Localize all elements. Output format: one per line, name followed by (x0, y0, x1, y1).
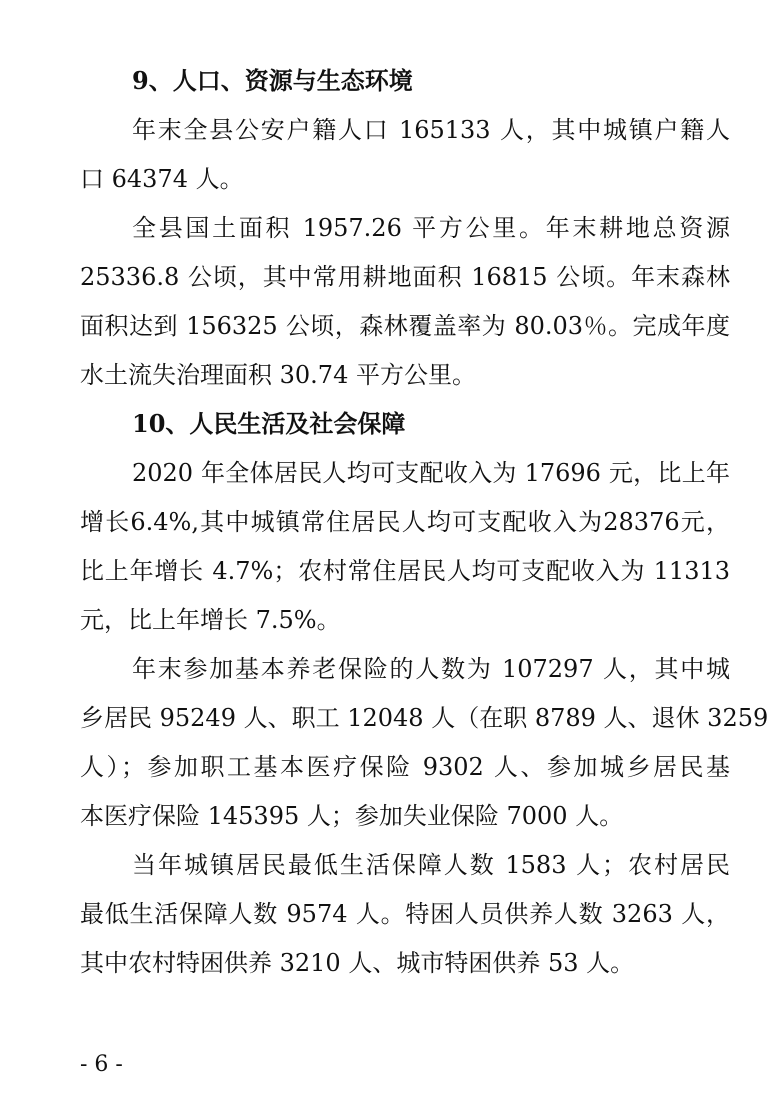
paragraph-line: 面积达到 156325 公顷，森林覆盖率为 80.03％。完成年度 (80, 312, 730, 340)
paragraph-line: 人）；参加职工基本医疗保险 9302 人、参加城乡居民基 (80, 753, 730, 781)
paragraph-line: 最低生活保障人数 9574 人。特困人员供养人数 3263 人， (80, 900, 730, 928)
paragraph-line: 当年城镇居民最低生活保障人数 1583 人；农村居民 (132, 851, 730, 879)
paragraph-line: 25336.8 公顷，其中常用耕地面积 16815 公顷。年末森林 (80, 263, 730, 291)
paragraph-line: 年末参加基本养老保险的人数为 107297 人，其中城 (132, 655, 730, 683)
paragraph-line: 比上年增长 4.7%；农村常住居民人均可支配收入为 11313 (80, 557, 730, 585)
paragraph-line: 乡居民 95249 人、职工 12048 人（在职 8789 人、退休 3259 (80, 704, 769, 732)
paragraph-line: 元，比上年增长 7.5%。 (80, 606, 341, 634)
paragraph-line: 口 64374 人。 (80, 165, 244, 193)
paragraph-line: 增长6.4%,其中城镇常住居民人均可支配收入为28376元， (80, 508, 730, 536)
paragraph-line: 本医疗保险 145395 人；参加失业保险 7000 人。 (80, 802, 624, 830)
paragraph-line: 水土流失治理面积 30.74 平方公里。 (80, 361, 476, 389)
section-10-heading: 10、人民生活及社会保障 (132, 409, 406, 438)
paragraph-line: 其中农村特困供养 3210 人、城市特困供养 53 人。 (80, 949, 635, 977)
page-number: - 6 - (80, 1052, 123, 1077)
paragraph-line: 年末全县公安户籍人口 165133 人，其中城镇户籍人 (132, 116, 730, 144)
section-9-heading: 9、人口、资源与生态环境 (132, 66, 413, 95)
paragraph-line: 2020 年全体居民人均可支配收入为 17696 元，比上年 (132, 459, 730, 487)
paragraph-line: 全县国土面积 1957.26 平方公里。年末耕地总资源 (132, 214, 730, 242)
